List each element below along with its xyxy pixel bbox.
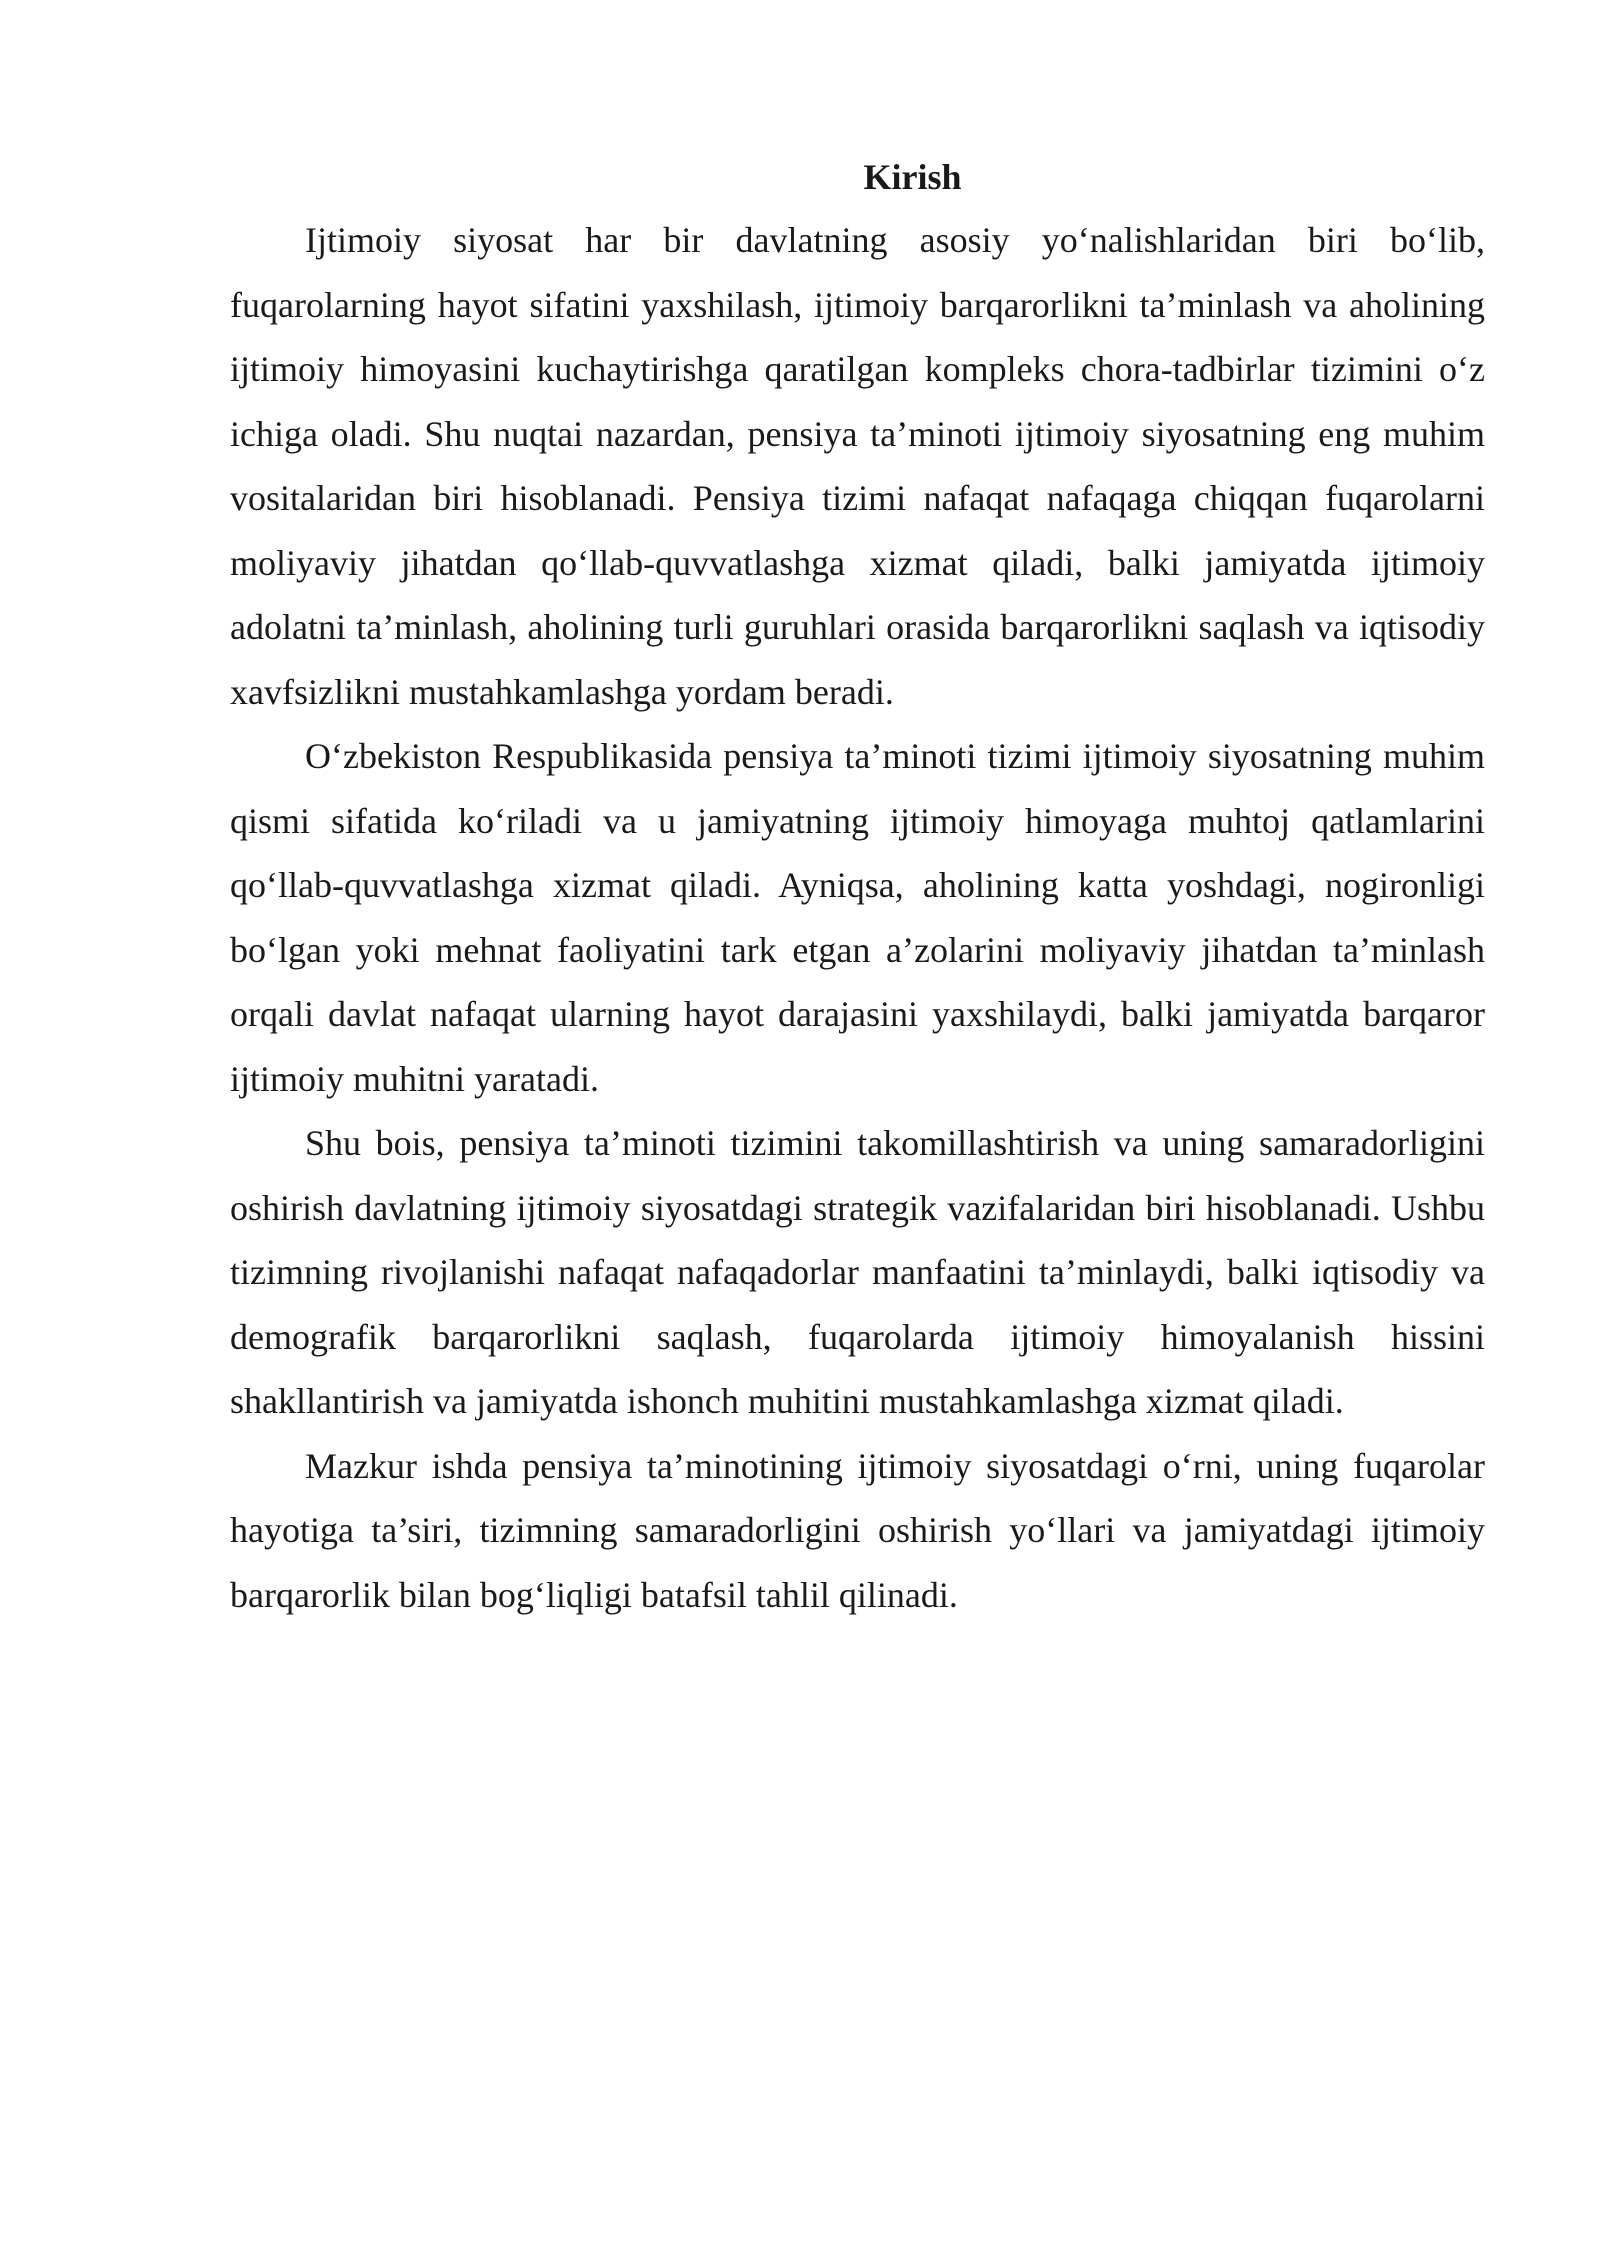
paragraph-2: O‘zbekiston Respublikasida pensiya ta’minoti tizimi ijtimoiy siyosatning muhim qismi sifatida ko‘riladi va u jamiyatning ijtimoiy himoyaga muhtoj qatlamlarini qo‘llab-quvvatlashga xizmat qiladi. Ayniqsa, aholining katta yoshdagi, nogironligi bo‘lgan yoki mehnat faoliyatini tark etgan a’zolarini moliyaviy jihatdan ta’minlash orqali davlat nafaqat ularning hayot darajasini yaxshilaydi, balki jamiyatda barqaror ijtimoiy muhitni yaratadi. bbox=[230, 736, 1485, 1099]
paragraph-3: Shu bois, pensiya ta’minoti tizimini takomillashtirish va uning samaradorligini oshirish davlatning ijtimoiy siyosatdagi strategik vazifalaridan biri hisoblanadi. Ushbu tizimning rivojlanishi nafaqat nafaqadorlar manfaatini ta’minlaydi, balki iqtisodiy va demografik barqarorlikni saqlash, fuqarolarda ijtimoiy himoyalanish hissini shakllantirish va jamiyatda ishonch muhitini mustahkamlashga xizmat qiladi. bbox=[230, 1123, 1485, 1421]
document-body bbox=[230, 152, 1485, 1627]
paragraph-4: Mazkur ishda pensiya ta’minotining ijtimoiy siyosatdagi o‘rni, uning fuqarolar hayotiga ta’siri, tizimning samaradorligini oshirish yo‘llari va jamiyatdagi ijtimoiy barqarorlik bilan bog‘liqligi batafsil tahlil qilinadi. bbox=[230, 1445, 1485, 1615]
page-title: Kirish bbox=[863, 157, 962, 197]
paragraph-1: Ijtimoiy siyosat har bir davlatning asosiy yo‘nalishlaridan biri bo‘lib, fuqarolarning hayot sifatini yaxshilash, ijtimoiy barqarorlikni ta’minlash va aholining ijtimoiy himoyasini kuchaytirishga qaratilgan kompleks chora-tadbirlar tizimini o‘z ichiga oladi. Shu nuqtai nazardan, pensiya ta’minoti ijtimoiy siyosatning eng muhim vositalaridan biri hisoblanadi. Pensiya tizimi nafaqat nafaqaga chiqqan fuqarolarni moliyaviy jihatdan qo‘llab-quvvatlashga xizmat qiladi, balki jamiyatda ijtimoiy adolatni ta’minlash, aholining turli guruhlari orasida barqarorlikni saqlash va iqtisodiy xavfsizlikni mustahkamlashga yordam beradi. bbox=[230, 220, 1485, 712]
